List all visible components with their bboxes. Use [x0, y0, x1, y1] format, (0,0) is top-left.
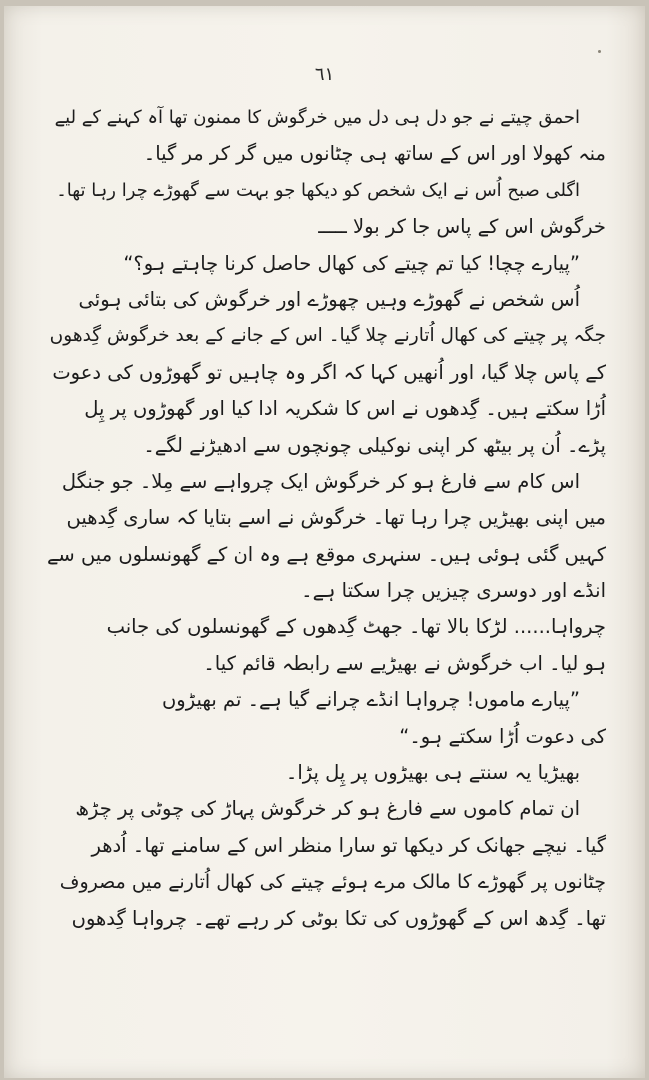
text-line: کے پاس چلا گیا، اور اُنھیں کہا کہ اگر وہ چاہیں تو گھوڑوں کی دعوت [52, 360, 606, 384]
text-line: اُس شخص نے گھوڑے وہیں چھوڑے اور خرگوش کی بتائی ہوئی [78, 287, 580, 311]
text-line: ”پیارے چچا! کیا تم چیتے کی کھال حاصل کرنا چاہتے ہو؟“ [123, 251, 580, 275]
text-line: اگلی صبح اُس نے ایک شخص کو دیکھا جو بہت سے گھوڑے چرا رہا تھا۔ [56, 179, 580, 201]
text-line: کہیں گئی ہوئی ہیں۔ سنہری موقع ہے وہ ان کے گھونسلوں میں سے [47, 542, 606, 566]
page-body-text [46, 100, 606, 937]
text-line: میں اپنی بھیڑیں چرا رہا تھا۔ خرگوش نے اسے بتایا کہ ساری گِدھیں [66, 506, 606, 530]
text-line: خرگوش اس کے پاس جا کر بولا ـــــ [318, 215, 606, 239]
text-line: کی دعوت اُڑا سکتے ہو۔“ [399, 724, 606, 748]
text-line: جگہ پر چیتے کی کھال اُتارنے چلا گیا۔ اس کے جانے کے بعد خرگوش گِدھوں [49, 325, 606, 347]
text-line: انڈے اور دوسری چیزیں چرا سکتا ہے۔ [301, 579, 606, 603]
text-line: چٹانوں پر گھوڑے کا مالک مرے ہوئے چیتے کی کھال اُتارنے میں مصروف [59, 871, 606, 894]
page-number: ٦١ [314, 64, 335, 85]
paper-speck [598, 50, 601, 53]
text-line: احمق چیتے نے جو دل ہی دل میں خرگوش کا ممنون تھا آہ کہنے کے لیے [54, 107, 580, 128]
text-line: تھا۔ گِدھ اس کے گھوڑوں کی تکا بوٹی کر رہے تھے۔ چرواہا گِدھوں [71, 906, 606, 930]
text-line: اس کام سے فارغ ہو کر خرگوش ایک چرواہے سے مِلا۔ جو جنگل [61, 469, 580, 493]
text-line: اُڑا سکتے ہیں۔ گِدھوں نے اس کا شکریہ ادا کیا اور گھوڑوں پر پِل [84, 397, 606, 421]
text-line: ”پیارے ماموں! چرواہا انڈے چرانے گیا ہے۔ تم بھیڑوں [161, 688, 580, 712]
text-line: بھیڑیا یہ سنتے ہی بھیڑوں پر پِل پڑا۔ [285, 761, 580, 785]
text-line: گیا۔ نیچے جھانک کر دیکھا تو سارا منظر اس کے سامنے تھا۔ اُدھر [91, 833, 606, 857]
text-line: پڑے۔ اُن پر بیٹھ کر اپنی نوکیلی چونچوں سے ادھیڑنے لگے۔ [143, 433, 606, 457]
text-line: ہو لیا۔ اب خرگوش نے بھیڑیے سے رابطہ قائم کیا۔ [203, 651, 606, 675]
text-line: منہ کھولا اور اس کے ساتھ ہی چٹانوں میں گر کر مر گیا۔ [143, 142, 606, 166]
text-line: ان تمام کاموں سے فارغ ہو کر خرگوش پہاڑ کی چوٹی پر چڑھ [75, 797, 580, 821]
text-line: چرواہا...... لڑکا بالا تھا۔ جھٹ گِدھوں کے گھونسلوں کی جانب [106, 615, 606, 639]
